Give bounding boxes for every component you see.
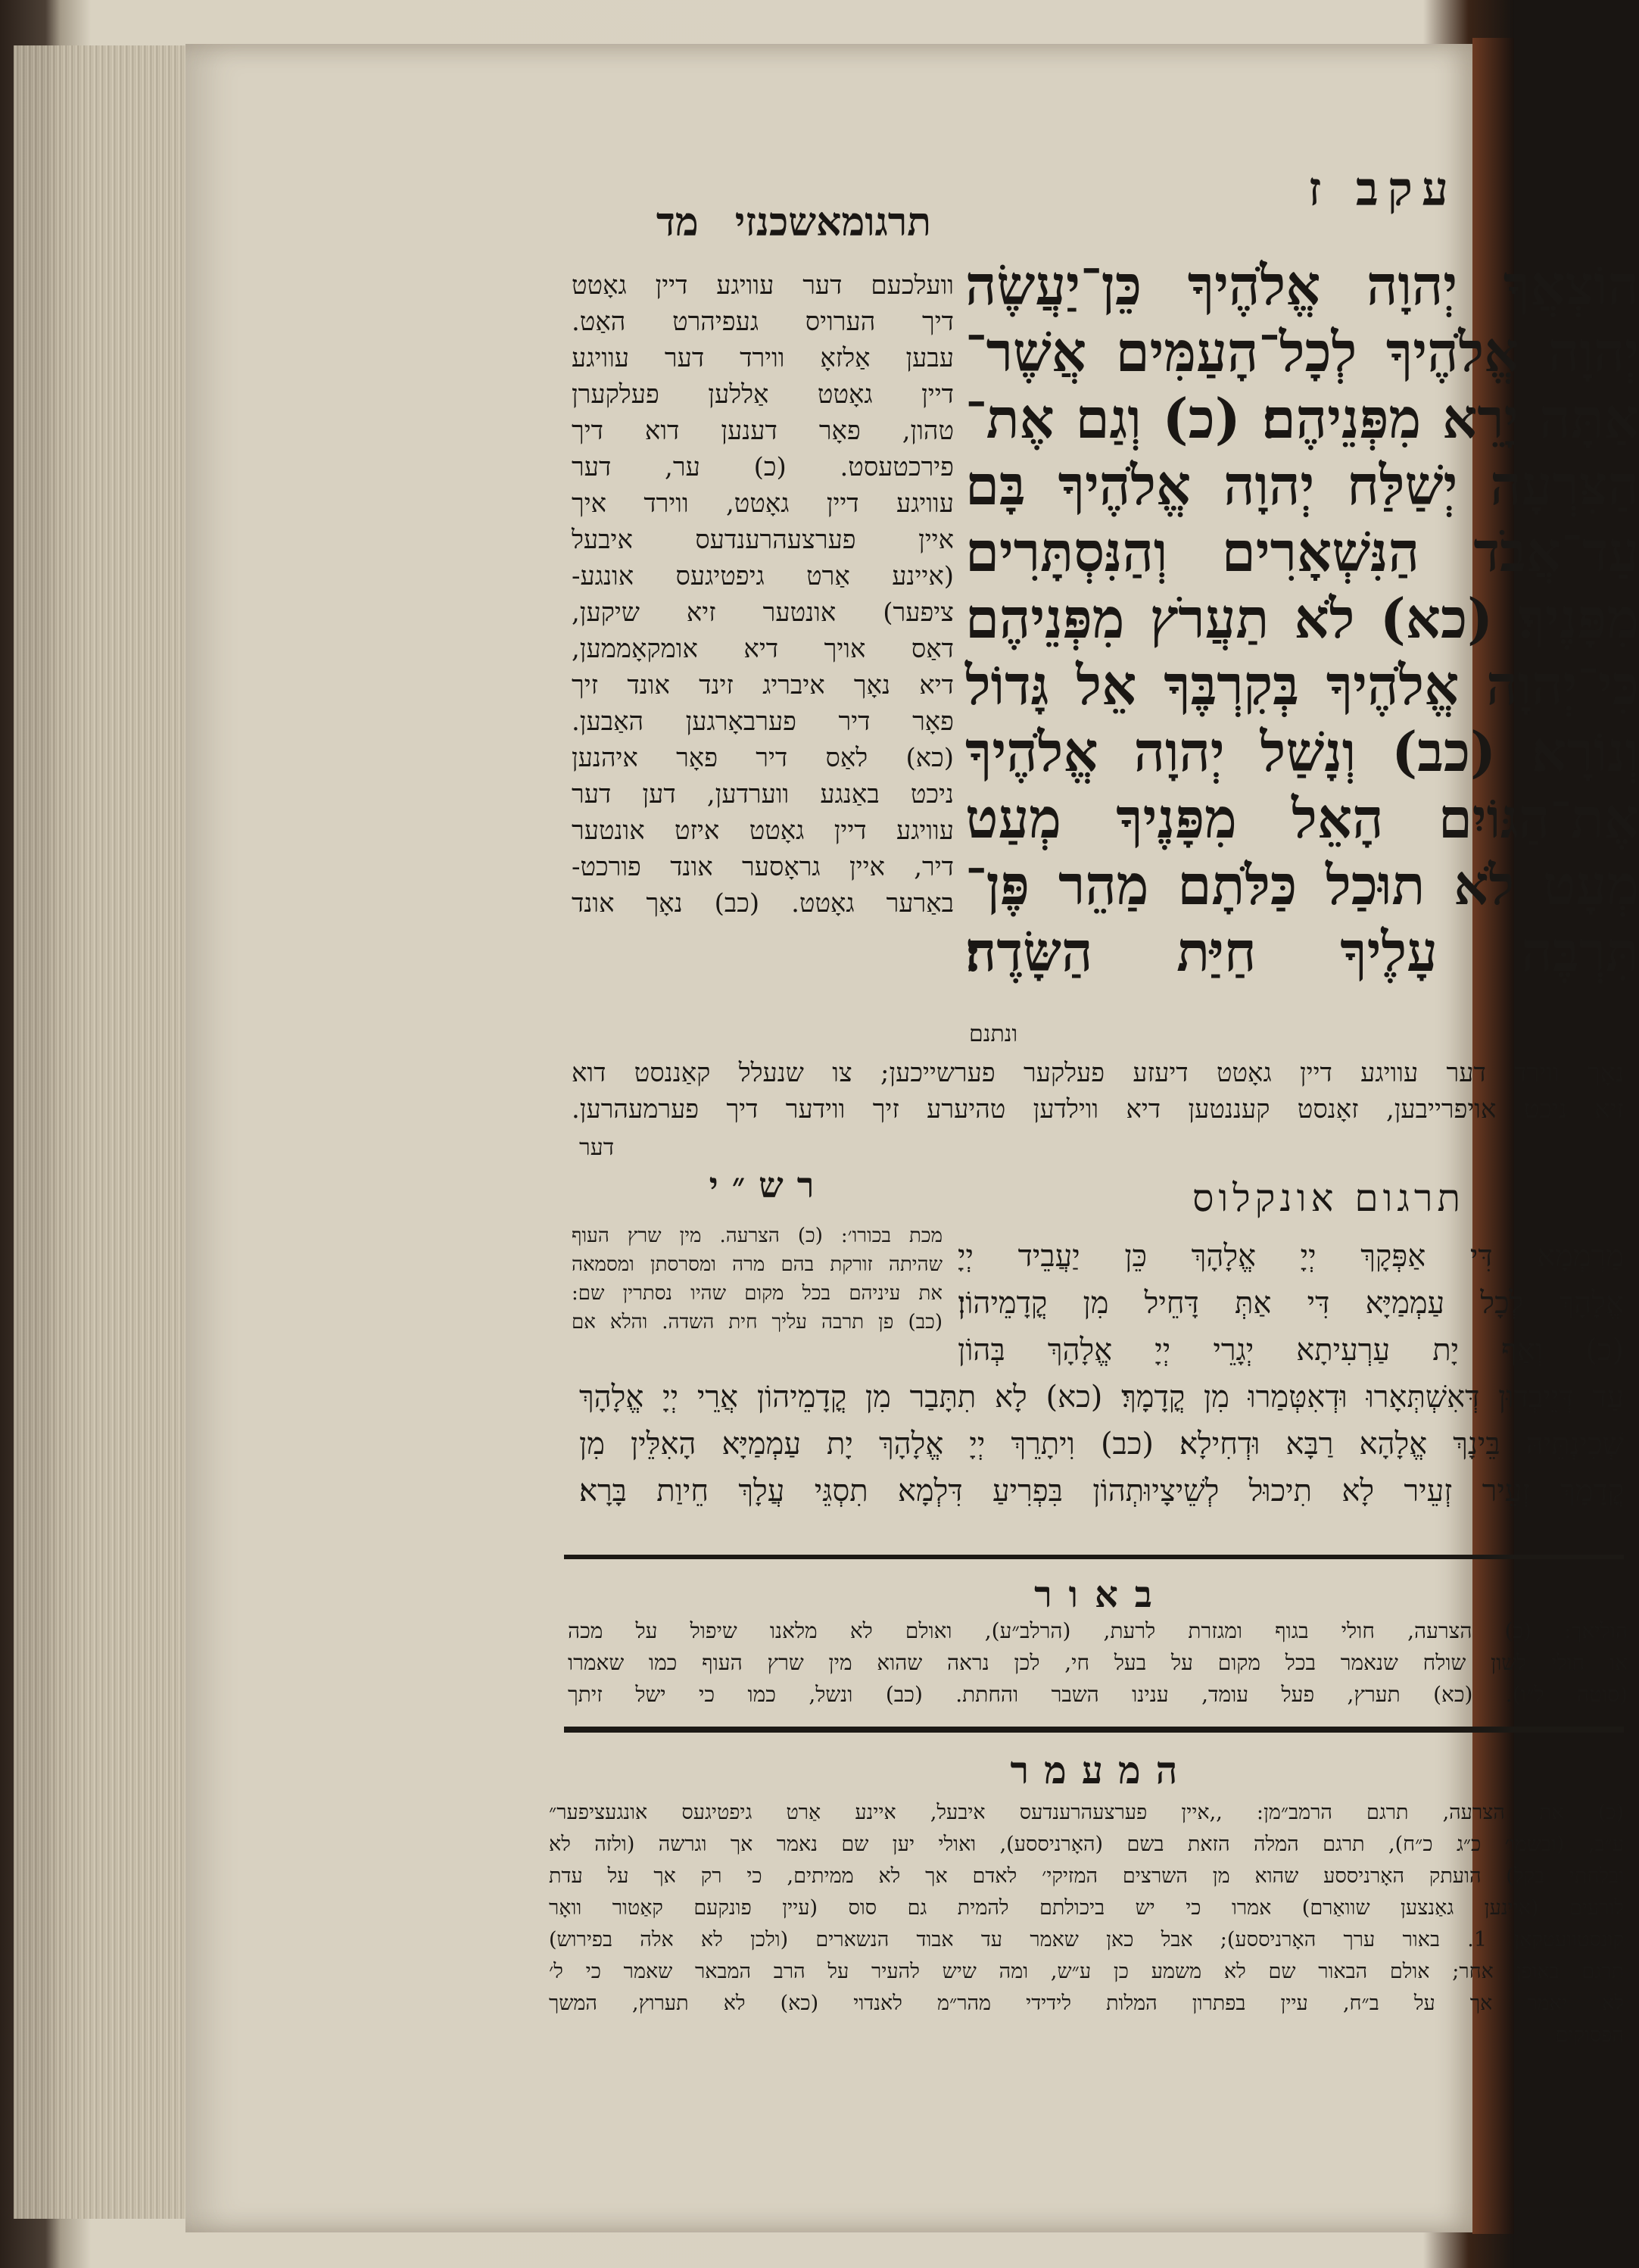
yiddish-line: דיא נאָך איבריג זינד אונד זיך xyxy=(572,670,954,700)
yiddish-line: ניכט באַנגע ווערדען, דען דער xyxy=(572,779,954,810)
yiddish-translation-header xyxy=(401,199,931,245)
yiddish-line: דיר, איין גראָסער אונד פורכט- xyxy=(572,852,954,882)
yiddish-line: וועלכעם דער עוויגע דיין גאָטט xyxy=(572,270,954,301)
yiddish-line: נאָך ווירד דער עוויגע דיין גאָטט דיעזע פעלקער פערשייכען; צו שנעלל קאַננסט דוא xyxy=(572,1058,1624,1088)
yiddish-line: עוויגע דיין גאָטט, ווירד איך xyxy=(572,488,954,519)
biur-line: (סוטה ל״ו). (כא) תערץ, פעל עומד, ענינו השבר והחתת. (כב) ונשל, כמו כי ישל זיתך xyxy=(568,1682,1628,1707)
page-edges xyxy=(14,45,188,2219)
section-divider xyxy=(564,1727,1624,1733)
yiddish-continuation xyxy=(572,1055,1624,1128)
yiddish-line: דיך הערויס געפיהרט האַט. xyxy=(572,307,954,337)
yiddish-line: באַרער גאָטט. (כב) נאָך אונד xyxy=(572,888,954,919)
yiddish-catchword: דער xyxy=(579,1134,615,1161)
rashi-title: רש״י xyxy=(709,1165,828,1206)
main-catchword: ונתנם xyxy=(969,1021,1018,1047)
hameamer-line: תרגם באופן אחר; אולם הבאור שם לא משמע כן ע״ש, ומה שיש להעיר על הרב המבאר שאמר כי ל׳ xyxy=(549,1960,1624,1983)
yiddish-line: זיא ניכט אויפרייבען, זאָנסט קעננטען דיא ווילדען טהיערע זיך ווידער דיך פערמעהרען. xyxy=(572,1094,1624,1125)
verse-line: עַד־אֲבֹד הַנִּשְׁאָרִים וְהַנִּסְתָּרִים xyxy=(965,519,1639,584)
rashi-line: את עיניהם בכל מקום שהיו נסתרין שם: xyxy=(572,1282,943,1305)
hameamer-line: לורעים (איינען גאַנצען שוואַרם) אמרו כי יש ביכולתם להמית גם סוס (עיין פונקעם קאַטור וואָר xyxy=(549,1896,1624,1920)
biur-title: באור xyxy=(1034,1574,1169,1616)
yiddish-line: דיין גאָטט אַללען פעלקערן xyxy=(572,379,954,410)
yiddish-line: פאָר דיר פערבאָרגען האַבען. xyxy=(572,707,954,737)
biur-line: הוליאך: (כ) הצרעה, חולי בגוף ומגזרת לרעת, (הרלב״ע), ואולם לא מלאנו שיפול על מכה xyxy=(568,1618,1628,1643)
onkelos-line: (כ) וְאַף יָת עַרְעִיתָא יְגָרֵי יְיָ אֱלָהָךְ בְּהוֹן xyxy=(958,1333,1624,1368)
yiddish-line: עוויגע דיין גאָטט איזט אונטער xyxy=(572,816,954,846)
hameamer-line: ובלחתי בקל) הועתק האָרניססע שהוא מן השרצים המזיקי׳ לאדם אך לא ממיתים, כי רק אך על עדת xyxy=(549,1864,1624,1888)
verse-line: מְעָט לֹא תוּכַל כַּלֹּתָם מַהֵר פֶּן־ xyxy=(965,853,1639,917)
verse-line: תִּרְבֶּה עָלֶיךָ חַיַּת הַשָּׂדֶה׃ xyxy=(965,919,1639,984)
onkelos-line: עַד דְּיֵיבְדוּן דְּאִשְׁתְּאָרוּ וּדְאִטְּמַרוּ מִן קֳדָמָךְ׃ (כא) לָא תִתָּבַר מִן קֳדָמֵיהוֹן אֲרֵי יְיָ אֱלָהָךְ xyxy=(579,1380,1624,1415)
verse-line: אֶת־הַגּוֹיִם הָאֵל מִפָּנֶיךָ מְעַט xyxy=(965,786,1639,850)
hameamer-line: ע״ב, (ובשמו׳ כ״ג כ״ח), תרגם המלה הזאת בשם (האָרניססע), ואולי יען שם נאמר אך וגרשה (ולזה לא xyxy=(549,1833,1624,1856)
rashi-line: מכת בכורו׳: (כ) הצרעה. מין שרץ העוף xyxy=(572,1224,943,1247)
yiddish-line: (איינע אַרט גיפטיגעס אונגע- xyxy=(572,561,954,591)
yiddish-line: טהון, פאָר דענען דוא דיך xyxy=(572,416,954,446)
yiddish-line: עבען אַלזאָ ווירד דער עוויגע xyxy=(572,343,954,373)
onkelos-line: שְׁכִינְתֵּיהּ בֵּינָךְ אֱלָהָא רַבָּא וּדְחִילָא׃ (כב) וִיתָרֵךְ יְיָ אֱלָהָךְ יָת עַמְמַיָּא הָאִלֵּין מִן xyxy=(579,1427,1624,1462)
biur-line: או חולי לשון שולח שנאמר בכל מקום על בעל חי, לכן נראה שהוא מין שרץ העוף כמו שאמרו xyxy=(568,1650,1628,1675)
section-divider xyxy=(564,1555,1624,1559)
hameamer-line: (כ) את הצרעה, תרגם הרמב״מן: ,,איין פערצעהרענדעס איבעל, איינע אַרט גיפטיגעס אונגעציפער״ xyxy=(549,1801,1624,1824)
verse-line: הוֹצְאֲךָ יְהוָה אֱלֹהֶיךָ כֵּן־יַעֲשֶׂה xyxy=(965,253,1639,317)
hameamer-line: לא יאמר אך על ב״ח, עיין בפתרון המלות לידידי מהר״מ לאנדוי (כא) לא תערוץ, המשך xyxy=(549,1992,1624,2015)
biur-commentary xyxy=(568,1615,1628,1711)
hameamer-line: קונסטוועטקאַן 1. באור ערך האָרניססע); אבל כאן שאמר עד אבוד הנשארים (ולכן לא אלה בפירוש) xyxy=(549,1928,1624,1951)
main-verse-text xyxy=(965,252,1639,985)
hameamer-title: המעמר xyxy=(1010,1748,1193,1792)
page-number: מד xyxy=(656,199,699,245)
onkelos-line: מַרְמְמָא דִּי אַפְּקָךְ יְיָ אֱלָהָךְ כֵּן יַעֲבֵיד יְיָ xyxy=(958,1239,1624,1274)
verse-reference-header: עקב ז xyxy=(1307,161,1457,217)
verse-line: וְנוֹרָא׃ (כב) וְנָשַׁל יְהוָה אֱלֹהֶיךָ xyxy=(965,719,1639,784)
yiddish-line: איין פערצעהרענדעס איבעל xyxy=(572,525,954,555)
hameamer-commentary xyxy=(549,1797,1624,2051)
verse-line: הַצִּרְעָה יְשַׁלַּח יְהוָה אֱלֹהֶיךָ בָּם xyxy=(965,453,1639,517)
onkelos-line: אֱלָהָךְ לְכָל עַמְמַיָּא דִּי אַתְּ דָּחֵיל מִן קֳדָמֵיהוֹן׃ xyxy=(958,1286,1624,1321)
verse-line: מִפָּנֶיךָ׃ (כא) לֹא תַעֲרֹץ מִפְּנֵיהֶם xyxy=(965,586,1639,650)
verse-line: יְהוָה אֱלֹהֶיךָ לְכָל־הָעַמִּים אֲשֶׁר־ xyxy=(965,320,1639,384)
rashi-line: (כב) פן תרבה עליך חית השדה. והלא אם xyxy=(572,1311,943,1334)
yiddish-title: תרגומאשכנזי xyxy=(734,199,931,245)
onkelos-title: תרגום אונקלוס xyxy=(1192,1176,1465,1220)
book-page xyxy=(185,44,1639,2232)
verse-line: אַתָּה יָרֵא מִפְּנֵיהֶם׃ (כ) וְגַם אֶת־ xyxy=(965,386,1639,451)
onkelos-translation xyxy=(579,1233,1624,1515)
onkelos-line: קֳדָמָךְ זְעֵיר זְעֵיר לָא תִיכוּל לְשֵׁיצָיוּתְהוֹן בִּפְרִיעַ דִּלְמָא תִסְגֵּי עֲלָךְ חֵיוַת בָּרָא׃ xyxy=(579,1474,1624,1508)
yiddish-line: פירכטעסט. (כ) ער, דער xyxy=(572,452,954,482)
rashi-line: שהיתה זורקת בהם מרה ומסרסתן ומסמאה xyxy=(572,1253,943,1276)
yiddish-line: ציפער) אונטער זיא שיקען, xyxy=(572,597,954,628)
verse-line: כִּי־יְהוָה אֱלֹהֶיךָ בְּקִרְבֶּךָ אֵל גָּדוֹל xyxy=(965,653,1639,717)
yiddish-line: (כא) לאַס דיר פאָר איהנען xyxy=(572,743,954,773)
hameamer-line: הפסוקים xyxy=(1555,2023,1624,2047)
yiddish-column xyxy=(572,267,954,922)
yiddish-line: דאַס אויך דיא אומקאָממען, xyxy=(572,634,954,664)
